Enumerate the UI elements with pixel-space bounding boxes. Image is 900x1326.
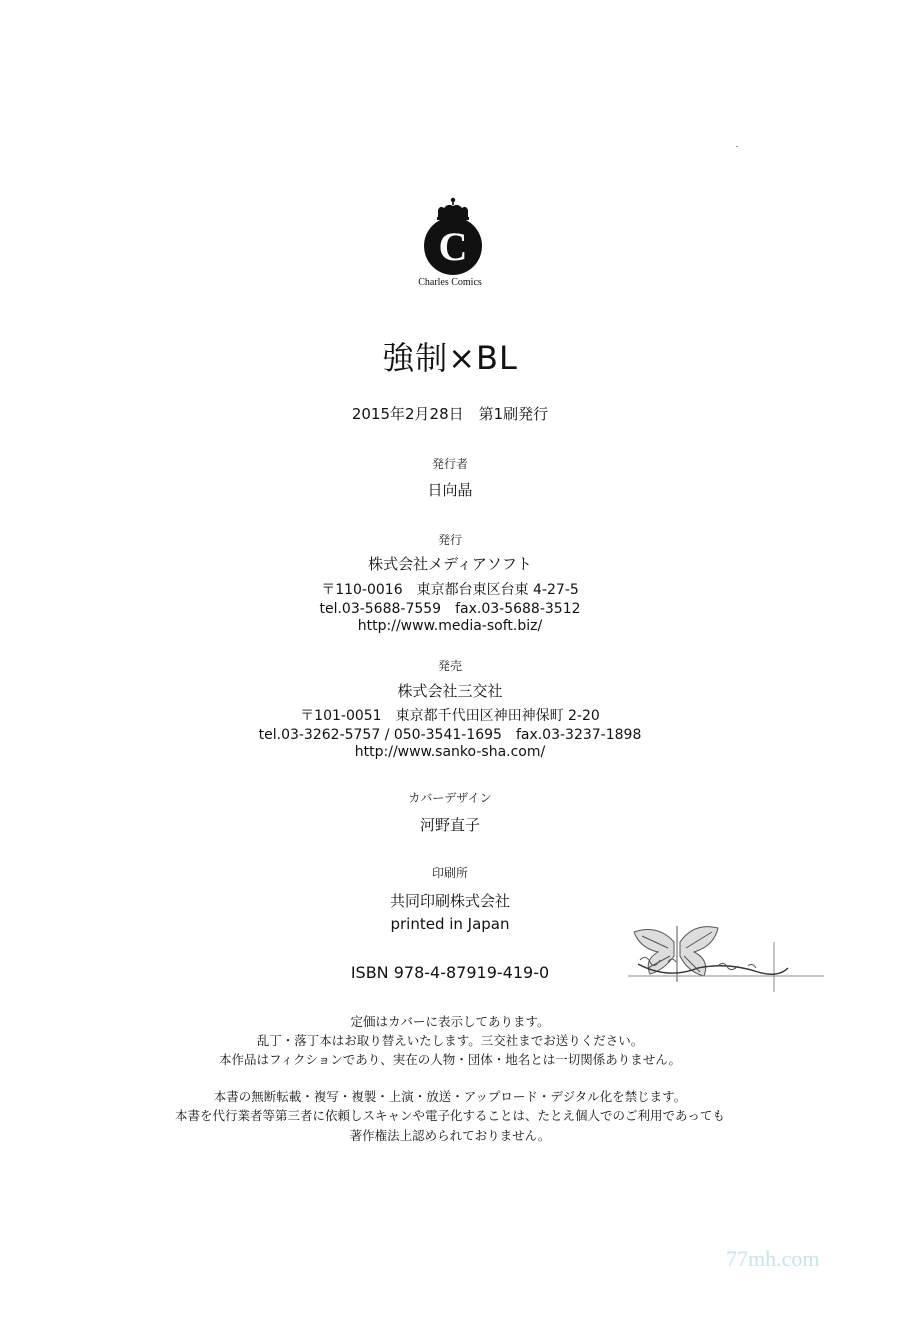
publisher-name: 株式会社メディアソフト xyxy=(368,555,532,573)
publisher-address: 〒110-0016 東京都台東区台東 4-27-5 xyxy=(321,582,579,598)
publisher-contact: tel.03-5688-7559 fax.03-5688-3512 xyxy=(319,601,581,617)
butterfly-stamp-icon xyxy=(628,922,824,992)
note-line: 定価はカバーに表示してあります。 xyxy=(350,1014,550,1029)
publisher-label: 発行 xyxy=(437,533,462,547)
cover-designer-name: 河野直子 xyxy=(419,816,480,834)
printed-in: printed in Japan xyxy=(390,915,510,933)
distributor-address: 〒101-0051 東京都千代田区神田神保町 2-20 xyxy=(300,708,600,724)
book-title: 強制×BL xyxy=(382,339,518,377)
distributor-label: 発売 xyxy=(437,659,462,673)
isbn: ISBN 978-4-87919-419-0 xyxy=(350,963,550,982)
distributor-contact: tel.03-3262-5757 / 050-3541-1695 fax.03-3237-1898 xyxy=(258,727,642,743)
note-line: 本作品はフィクションであり、実在の人物・団体・地名とは一切関係ありません。 xyxy=(218,1052,681,1067)
publisher-person-label: 発行者 xyxy=(431,457,468,471)
publication-date: 2015年2月28日 第1刷発行 xyxy=(351,405,549,423)
distributor-url: http://www.sanko-sha.com/ xyxy=(354,744,546,760)
publisher-person-name: 日向晶 xyxy=(427,481,473,499)
legal-line: 本書を代行業者等第三者に依頼しスキャンや電子化することは、たとえ個人でのご利用であっても xyxy=(175,1108,725,1123)
cover-design-label: カバーデザイン xyxy=(408,791,492,805)
printer-label: 印刷所 xyxy=(431,866,468,880)
distributor-name: 株式会社三交社 xyxy=(397,682,503,700)
legal-line: 著作権法上認められておりません。 xyxy=(349,1128,551,1143)
note-line: 乱丁・落丁本はお取り替えいたします。三交社までお送りください。 xyxy=(256,1033,644,1048)
watermark: 77mh.com xyxy=(726,1246,820,1271)
legal-line: 本書の無断転載・複写・複製・上演・放送・アップロード・デジタル化を禁じます。 xyxy=(213,1089,687,1104)
logo-text: Charles Comics xyxy=(418,277,482,288)
speck xyxy=(736,146,738,147)
logo-letter: C xyxy=(438,224,468,269)
printer-name: 共同印刷株式会社 xyxy=(389,892,510,910)
publisher-url: http://www.media-soft.biz/ xyxy=(357,618,543,634)
